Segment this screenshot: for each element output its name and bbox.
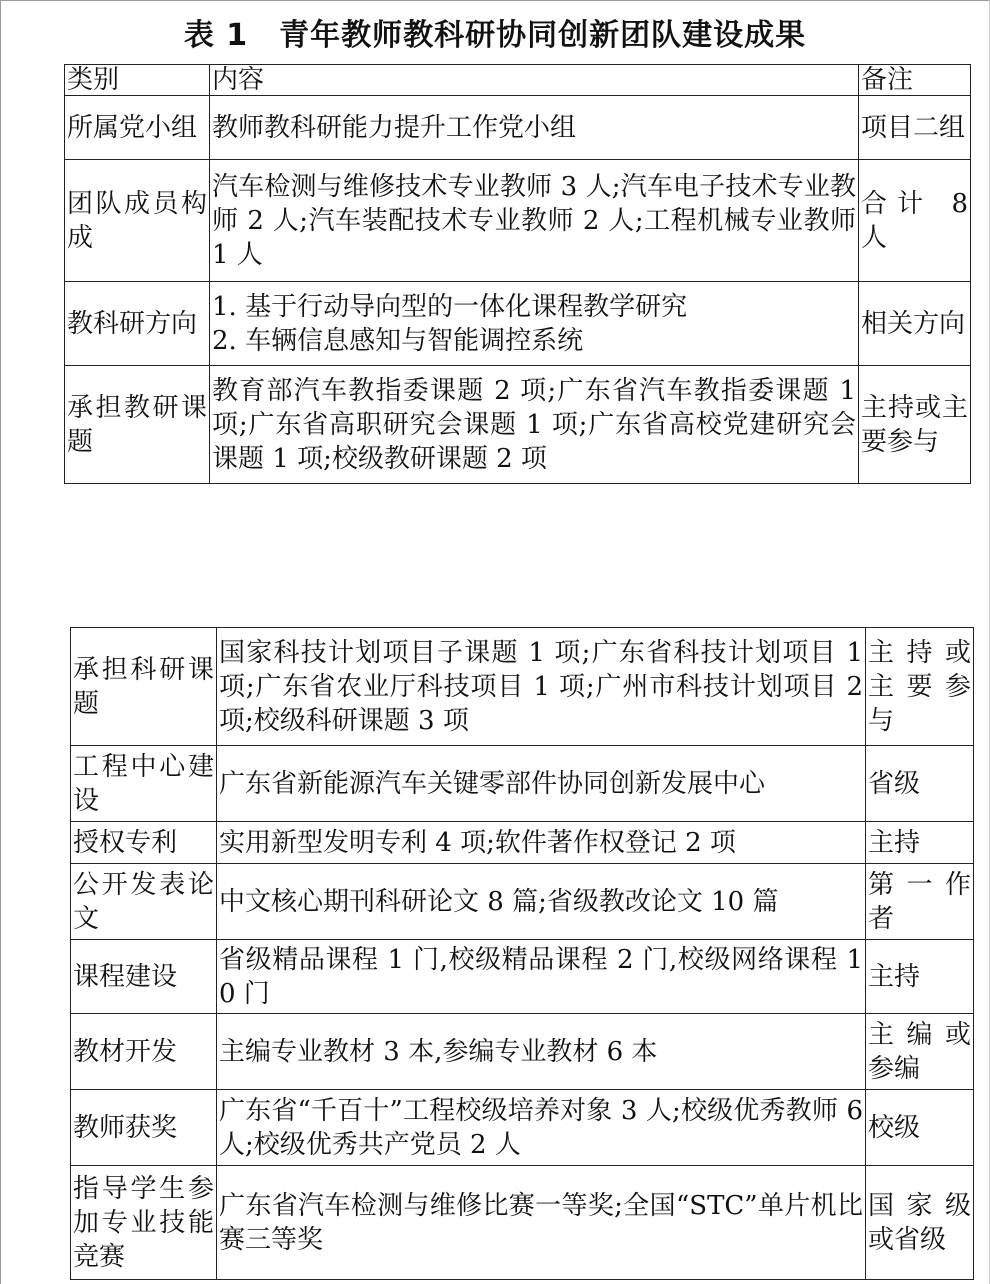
table-row (71, 822, 974, 864)
row-content: 主编专业教材 3 本,参编专业教材 6 本 (217, 1014, 866, 1090)
table-header-row (65, 65, 971, 96)
row-note: 相关方向 (859, 282, 971, 366)
table-title: 表 1 青年教师教科研协同创新团队建设成果 (183, 18, 807, 53)
row-category: 教材开发 (71, 1014, 217, 1090)
results-table-part-2 (70, 627, 974, 1280)
row-content: 汽车检测与维修技术专业教师 3 人;汽车电子技术专业教师 2 人;汽车装配技术专业教师 2 人;工程机械专业教师 1 人 (210, 160, 859, 282)
table-row (71, 864, 974, 940)
row-category: 课程建设 (71, 940, 217, 1014)
row-content: 教师教科研能力提升工作党小组 (210, 96, 859, 160)
results-table-part-1 (64, 64, 971, 484)
row-note: 省级 (866, 746, 974, 822)
table-row (71, 628, 974, 746)
row-content: 实用新型发明专利 4 项;软件著作权登记 2 项 (217, 822, 866, 864)
table-row (71, 940, 974, 1014)
page-border-top (0, 0, 990, 1)
row-content: 广东省新能源汽车关键零部件协同创新发展中心 (217, 746, 866, 822)
row-note: 项目二组 (859, 96, 971, 160)
table-row (71, 1014, 974, 1090)
page-border-left (0, 0, 1, 1284)
row-note: 国家级或省级 (866, 1166, 974, 1280)
table-row (71, 1090, 974, 1166)
row-category: 公开发表论文 (71, 864, 217, 940)
row-category: 教科研方向 (65, 282, 210, 366)
row-content: 教育部汽车教指委课题 2 项;广东省汽车教指委课题 1 项;广东省高职研究会课题 1 项;广东省高校党建研究会课题 1 项;校级教研课题 2 项 (210, 366, 859, 484)
row-content: 中文核心期刊科研论文 8 篇;省级教改论文 10 篇 (217, 864, 866, 940)
row-note: 第一作者 (866, 864, 974, 940)
header-category: 类别 (65, 65, 210, 96)
row-content: 广东省“千百十”工程校级培养对象 3 人;校级优秀教师 6 人;校级优秀共产党员 2 人 (217, 1090, 866, 1166)
row-content: 省级精品课程 1 门,校级精品课程 2 门,校级网络课程 10 门 (217, 940, 866, 1014)
table-row (65, 160, 971, 282)
table-row (71, 746, 974, 822)
row-category: 承担教研课题 (65, 366, 210, 484)
row-category: 工程中心建设 (71, 746, 217, 822)
table-row (65, 366, 971, 484)
header-note: 备注 (859, 65, 971, 96)
row-category: 团队成员构成 (65, 160, 210, 282)
row-note: 校级 (866, 1090, 974, 1166)
row-note: 主持 (866, 822, 974, 864)
row-category: 教师获奖 (71, 1090, 217, 1166)
row-note: 主编或参编 (866, 1014, 974, 1090)
row-category: 所属党小组 (65, 96, 210, 160)
row-category: 指导学生参加专业技能竞赛 (71, 1166, 217, 1280)
row-note: 主持 (866, 940, 974, 1014)
table-row (71, 1166, 974, 1280)
row-category: 承担科研课题 (71, 628, 217, 746)
header-content: 内容 (210, 65, 859, 96)
row-note: 合计 8 人 (859, 160, 971, 282)
row-note: 主持或主要参与 (859, 366, 971, 484)
row-content: 1. 基于行动导向型的一体化课程教学研究 2. 车辆信息感知与智能调控系统 (210, 282, 859, 366)
row-category: 授权专利 (71, 822, 217, 864)
row-note: 主持或主要参与 (866, 628, 974, 746)
table-row (65, 96, 971, 160)
row-content: 广东省汽车检测与维修比赛一等奖;全国“STC”单片机比赛三等奖 (217, 1166, 866, 1280)
table-row (65, 282, 971, 366)
row-content: 国家科技计划项目子课题 1 项;广东省科技计划项目 1 项;广东省农业厅科技项目 1 项;广州市科技计划项目 2 项;校级科研课题 3 项 (217, 628, 866, 746)
